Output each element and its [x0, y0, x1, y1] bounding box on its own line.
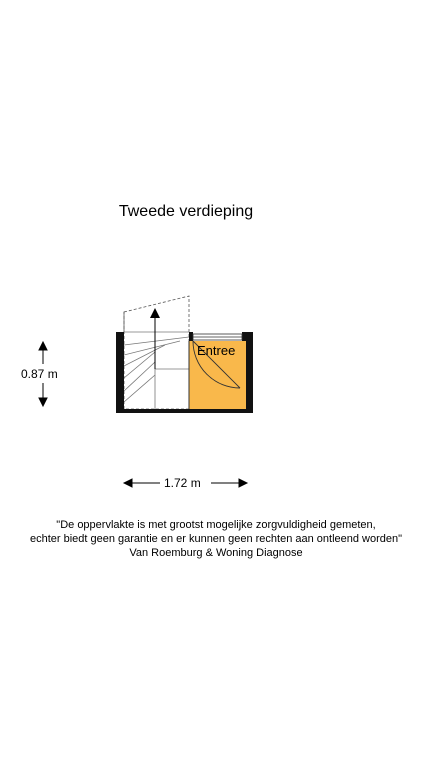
disclaimer-line-3: Van Roemburg & Woning Diagnose [129, 547, 303, 559]
room-label: Entree [197, 343, 236, 358]
height-dimension-label: 0.87 m [21, 367, 58, 381]
disclaimer-line-2: echter biedt geen garantie en er kunnen geen rechten aan ontleend worden" [29, 533, 403, 545]
floor-title: Tweede verdieping [118, 203, 254, 220]
window [193, 334, 242, 340]
disclaimer [0, 518, 432, 560]
width-dimension-label: 1.72 m [164, 476, 201, 490]
disclaimer-line-1: "De oppervlakte is met grootst mogelijke zorgvuldigheid gemeten, [56, 519, 376, 531]
